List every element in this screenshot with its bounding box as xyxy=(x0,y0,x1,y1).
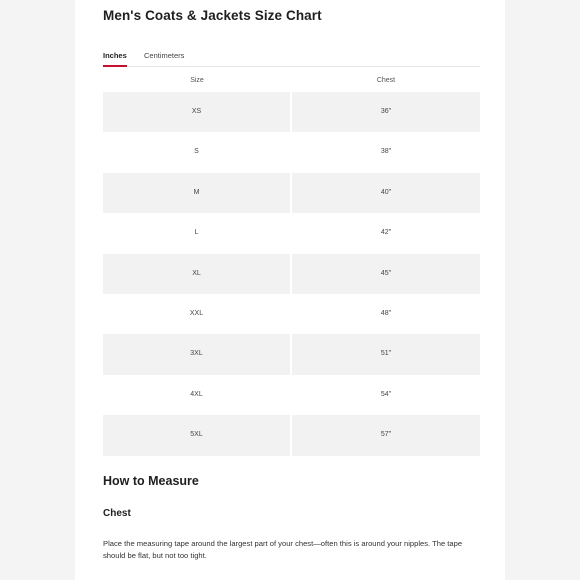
size-cell: S xyxy=(194,148,199,156)
page-title: Men's Coats & Jackets Size Chart xyxy=(103,8,322,23)
size-cell: L xyxy=(194,229,199,237)
chest-cell: 51" xyxy=(292,334,480,374)
chest-cell: 48" xyxy=(380,309,392,317)
page-panel xyxy=(75,0,505,580)
chest-cell: 45" xyxy=(292,254,480,294)
chest-cell: 40" xyxy=(292,173,480,213)
table-row xyxy=(103,132,480,172)
size-table xyxy=(103,72,480,456)
table-row xyxy=(103,254,480,294)
size-cell: XL xyxy=(103,254,290,294)
column-header-chest: Chest xyxy=(376,77,396,84)
chest-cell: 42" xyxy=(380,229,392,237)
column-header-size: Size xyxy=(190,77,204,84)
size-cell: 5XL xyxy=(103,415,290,455)
table-row xyxy=(103,415,480,455)
size-cell: XXL xyxy=(189,309,204,317)
chest-heading: Chest xyxy=(103,508,131,519)
chest-cell: 36" xyxy=(292,92,480,132)
size-cell: 4XL xyxy=(190,390,203,398)
table-header xyxy=(103,72,480,92)
chest-cell: 38" xyxy=(380,148,392,156)
table-row xyxy=(103,334,480,374)
table-row xyxy=(103,294,480,334)
table-row xyxy=(103,213,480,253)
active-tab-indicator xyxy=(103,65,127,67)
size-cell: 3XL xyxy=(103,334,290,374)
chest-instructions: Place the measuring tape around the largest part of your chest—often this is around your nipples. The tape should be flat, but not too tight. xyxy=(103,539,463,560)
table-row xyxy=(103,92,480,132)
chest-cell: 57" xyxy=(292,415,480,455)
size-cell: M xyxy=(103,173,290,213)
chest-cell: 54" xyxy=(380,390,392,398)
unit-tabs xyxy=(103,46,480,67)
size-cell: XS xyxy=(103,92,290,132)
how-to-measure-heading: How to Measure xyxy=(103,474,199,488)
table-row xyxy=(103,375,480,415)
tab-inches[interactable]: Inches xyxy=(103,51,127,60)
tab-centimeters[interactable]: Centimeters xyxy=(144,51,185,60)
table-row xyxy=(103,173,480,213)
